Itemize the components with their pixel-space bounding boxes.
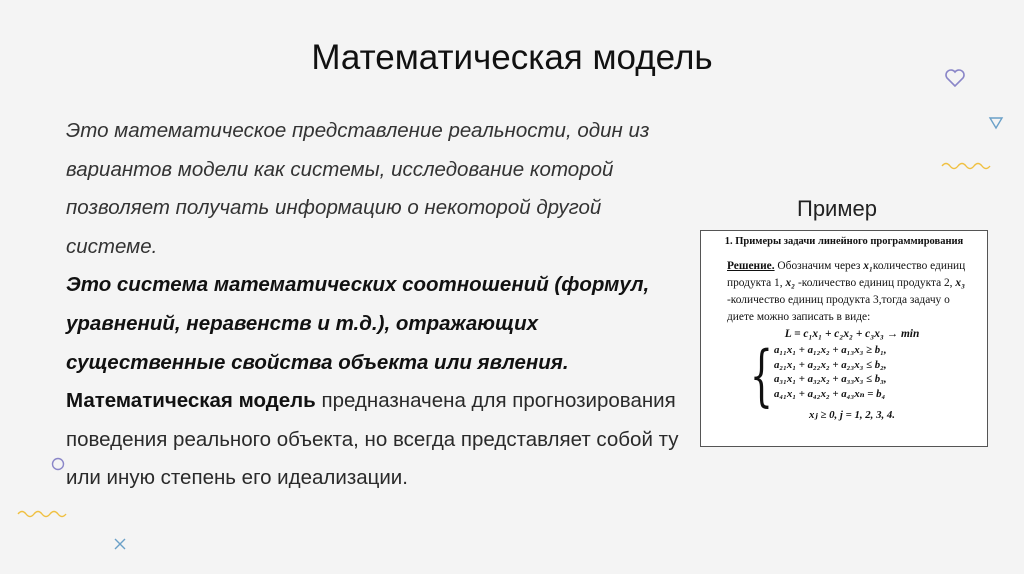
solution-label: Решение. <box>727 260 775 272</box>
purpose-paragraph <box>66 382 686 498</box>
constraint-line: a₂₁x₁ + a₂₂x₂ + a₂₃x₃ ≤ b₂, <box>774 358 887 371</box>
purpose-rest: предназначена для прогнозирования поведения реального объекта, но всегда представляет собой ту или иную степень его идеализации. <box>66 389 679 490</box>
example-heading: 1. Примеры задачи линейного программирования <box>724 236 964 247</box>
objective-function: L = c₁x₁ + c₂x₂ + c₃x₃ → min <box>784 328 920 340</box>
slide-body <box>66 112 686 498</box>
wave-icon <box>940 160 996 172</box>
nonnegativity-constraint: xⱼ ≥ 0, j = 1, 2, 3, 4. <box>809 409 895 421</box>
example-image <box>700 230 988 447</box>
example-text-part: Обозначим через <box>774 260 864 272</box>
heart-icon <box>944 68 966 88</box>
example-text-part: -количество единиц продукта 3,тогда задачу о диете можно записать в виде: <box>727 294 950 323</box>
example-text-part: -количество единиц продукта 2, <box>795 277 956 289</box>
constraint-list <box>774 343 887 409</box>
constraint-line: a₃₁x₁ + a₃₂x₂ + a₃₃x₃ ≤ b₃, <box>774 373 887 385</box>
purpose-term: Математическая модель <box>66 389 316 413</box>
example-text-part: количество единиц продукта 1, <box>727 260 966 289</box>
wave-icon <box>16 508 72 520</box>
definition-bold-italic: Это система математических соотношений (формул, уравнений, неравенств и т.д.), отражающих существенные свойства объекта или явления. <box>66 273 650 374</box>
triangle-icon <box>988 116 1004 130</box>
definition-italic: Это математическое представление реальности, один из вариантов модели как системы, исследование которой позволяет получать информацию о некоторой другой системе. <box>66 119 650 258</box>
cross-icon <box>112 536 128 552</box>
constraint-line: a₁₁x₁ + a₁₂x₂ + a₁₃x₃ ≥ b₁, <box>774 344 887 356</box>
var-x2: x₂ <box>785 277 796 289</box>
circle-icon <box>50 456 66 472</box>
var-x1: x₁ <box>863 260 873 272</box>
example-text <box>727 258 977 326</box>
constraint-line: a₄₁x₁ + a₄₂x₂ + a₄₃xₙ = b₄ <box>774 387 886 400</box>
example-label: Пример <box>797 196 877 221</box>
brace-icon: { <box>749 337 773 414</box>
constraint-system <box>731 337 977 414</box>
slide-title: Математическая модель <box>311 38 713 77</box>
var-x3: x₃ <box>955 277 966 289</box>
